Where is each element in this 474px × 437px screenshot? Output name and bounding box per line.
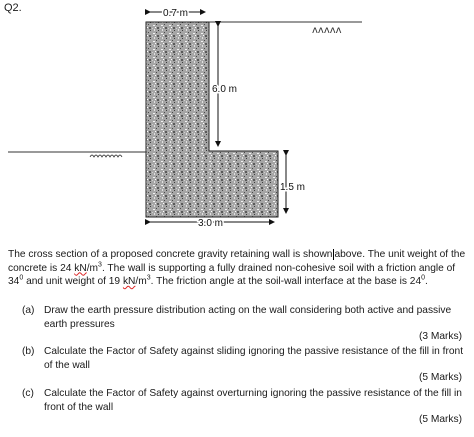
- degree-symbol: 0: [421, 274, 426, 282]
- stem-height-label: 6.0 m: [212, 84, 238, 95]
- intro-text: . The friction angle at the soil-wall interface at the base is 24: [150, 276, 422, 288]
- unit-kn: kN: [122, 276, 136, 288]
- part-text: Calculate the Factor of Safety against sliding ignoring the passive resistance of the fill in front of the wall: [44, 346, 464, 371]
- intro-text: /m: [86, 262, 99, 274]
- question-number: Q2.: [4, 2, 22, 14]
- marks-c: (5 Marks): [418, 414, 462, 425]
- part-label: (b): [22, 346, 35, 357]
- soil-wave-front: [90, 155, 122, 157]
- intro-paragraph: [8, 248, 466, 289]
- intro-text: /m: [135, 276, 147, 288]
- part-label: (c): [22, 388, 34, 399]
- base-width-label: 3.0 m: [198, 218, 224, 229]
- exponent: 3: [98, 261, 102, 269]
- soil-symbol: ʌʌʌʌʌ: [312, 25, 342, 36]
- exponent: 3: [146, 274, 151, 282]
- base-height-label: 1.5 m: [280, 182, 306, 193]
- top-width-label: 0.7 m: [163, 8, 189, 19]
- part-text: Draw the earth pressure distribution acting on the wall considering both active and passive earth pressures: [44, 305, 452, 330]
- unit-kn: kN: [74, 262, 87, 274]
- intro-text: The cross section of a proposed concrete gravity retaining wall is shown: [8, 249, 333, 260]
- part-text: Calculate the Factor of Safety against overturning ignoring the passive resistance of the fill in front of the wall: [44, 388, 462, 413]
- part-label: (a): [22, 305, 35, 316]
- intro-text: and unit weight of 19: [23, 276, 123, 288]
- marks-b: (5 Marks): [418, 372, 462, 383]
- part-a: [22, 304, 468, 331]
- part-b: [22, 345, 468, 372]
- degree-symbol: 0: [19, 274, 24, 282]
- intro-text: . The wall is supporting a fully drained non-cohesive soil with a friction angle of 34: [8, 262, 456, 288]
- intro-text: .: [425, 276, 428, 288]
- wall-section: [146, 22, 278, 217]
- part-c: [22, 387, 468, 414]
- marks-a: (3 Marks): [418, 331, 462, 342]
- intro-text: above. The unit weight of the concrete is 24: [8, 249, 466, 274]
